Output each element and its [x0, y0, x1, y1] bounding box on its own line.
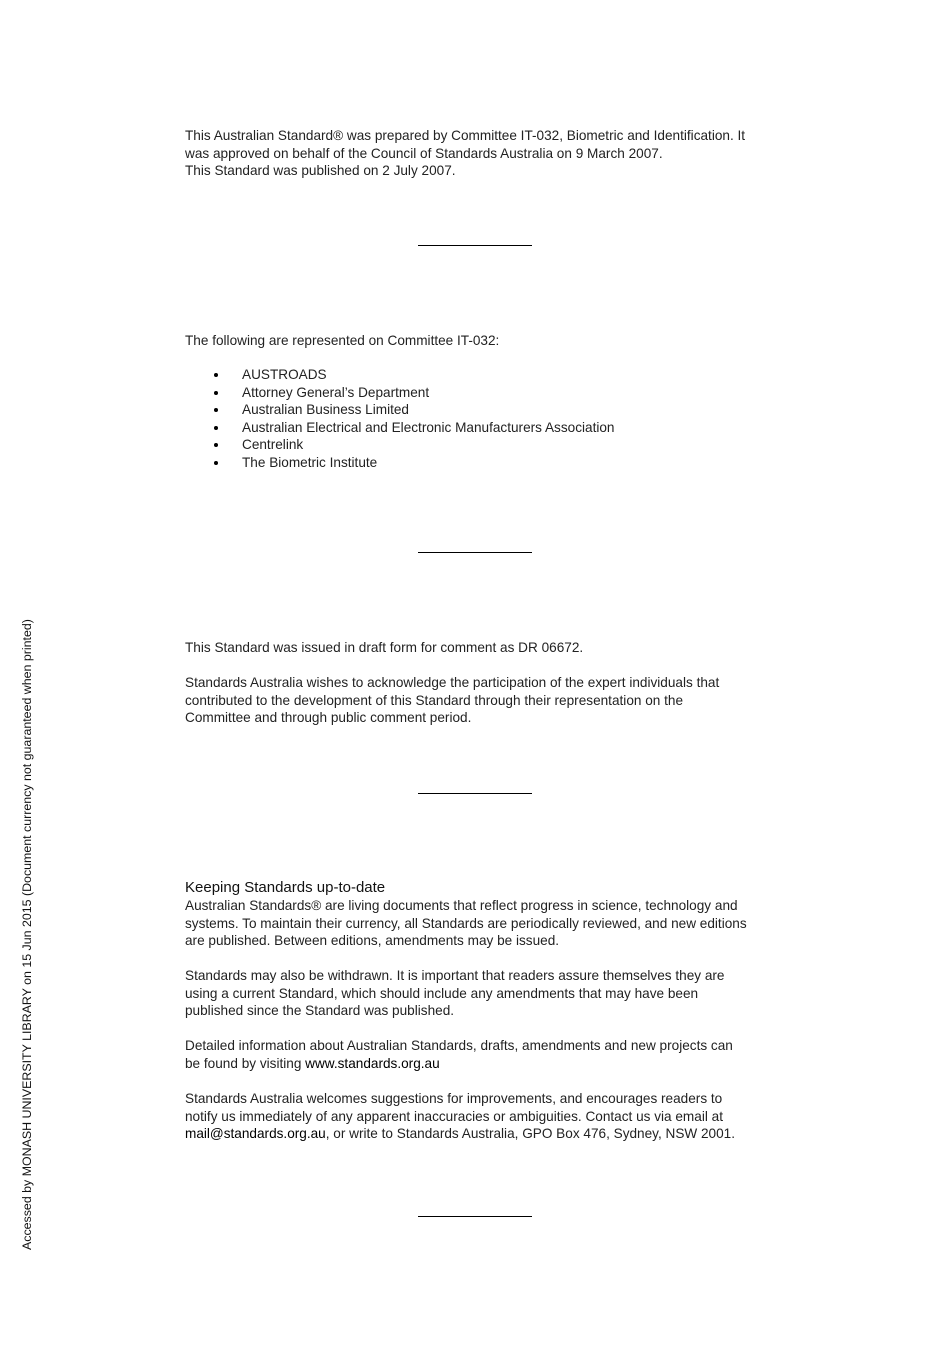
acknowledgement-line: Committee and through public comment period. — [185, 710, 472, 725]
email-link[interactable]: mail@standards.org.au — [185, 1126, 326, 1141]
section-divider — [418, 552, 532, 553]
feedback-paragraph — [185, 1090, 785, 1143]
publication-date-line: This Standard was published on 2 July 2007. — [185, 163, 456, 178]
paragraph-line: Detailed information about Australian Standards, drafts, amendments and new projects can — [185, 1038, 733, 1053]
list-item — [185, 384, 615, 402]
preparation-line: This Australian Standard® was prepared by Committee IT-032, Biometric and Identification. It — [185, 128, 746, 143]
draft-issued-text: This Standard was issued in draft form for comment as DR 06672. — [185, 640, 584, 655]
paragraph-line: Australian Standards® are living documents that reflect progress in science, technology and — [185, 898, 738, 913]
preparation-notice — [185, 127, 785, 180]
bullet-icon — [214, 373, 218, 377]
section-divider — [418, 1216, 532, 1217]
list-item — [185, 419, 615, 437]
committee-intro-text: The following are represented on Committee IT-032: — [185, 333, 500, 348]
member-name: Attorney General’s Department — [242, 384, 430, 400]
bullet-icon — [214, 443, 218, 447]
acknowledgement — [185, 674, 785, 727]
paragraph-line: systems. To maintain their currency, all Standards are periodically reviewed, and new editions — [185, 915, 747, 931]
member-name: AUSTROADS — [242, 367, 327, 382]
acknowledgement-line: Standards Australia wishes to acknowledge the participation of the expert individuals that — [185, 675, 720, 690]
paragraph-line: notify us immediately of any apparent inaccuracies or ambiguities. Contact us via email at — [185, 1108, 723, 1124]
member-name: Centrelink — [242, 437, 304, 452]
acknowledgement-line: contributed to the development of this Standard through their representation on the — [185, 692, 684, 708]
paragraph-line — [185, 1055, 785, 1073]
paragraph-text: , or write to Standards Australia, GPO Box 476, Sydney, NSW 2001. — [325, 1126, 736, 1141]
paragraph-line: using a current Standard, which should include any amendments that may have been — [185, 985, 699, 1001]
member-name: Australian Electrical and Electronic Manufacturers Association — [242, 419, 615, 435]
preparation-line: was approved on behalf of the Council of Standards Australia on 9 March 2007. — [185, 145, 663, 161]
paragraph-line: published since the Standard was published. — [185, 1003, 455, 1018]
section-divider — [418, 245, 532, 246]
draft-notice — [185, 639, 785, 657]
member-name: The Biometric Institute — [242, 454, 378, 470]
withdrawal-paragraph — [185, 967, 785, 1020]
member-name: Australian Business Limited — [242, 402, 409, 417]
bullet-icon — [214, 408, 218, 412]
section-divider — [418, 793, 532, 794]
section-heading: Keeping Standards up-to-date — [185, 879, 386, 896]
paragraph-line: Standards may also be withdrawn. It is important that readers assure themselves they are — [185, 968, 725, 983]
bullet-icon — [214, 461, 218, 465]
bullet-icon — [214, 391, 218, 395]
committee-intro — [185, 332, 785, 350]
paragraph-line — [185, 1125, 785, 1143]
information-paragraph — [185, 1037, 785, 1072]
bullet-icon — [214, 426, 218, 430]
paragraph-text: be found by visiting — [185, 1055, 306, 1071]
list-item — [185, 366, 615, 384]
website-link[interactable]: www.standards.org.au — [305, 1055, 440, 1071]
list-item — [185, 454, 615, 472]
paragraph-line: are published. Between editions, amendments may be issued. — [185, 933, 560, 948]
paragraph-line: Standards Australia welcomes suggestions for improvements, and encourages readers to — [185, 1091, 723, 1106]
access-watermark: Accessed by MONASH UNIVERSITY LIBRARY on 15 Jun 2015 (Document currency not guaranteed when printed) — [20, 619, 34, 1250]
currency-paragraph — [185, 897, 785, 950]
list-item — [185, 436, 615, 454]
committee-member-list — [185, 366, 615, 471]
list-item — [185, 401, 615, 419]
